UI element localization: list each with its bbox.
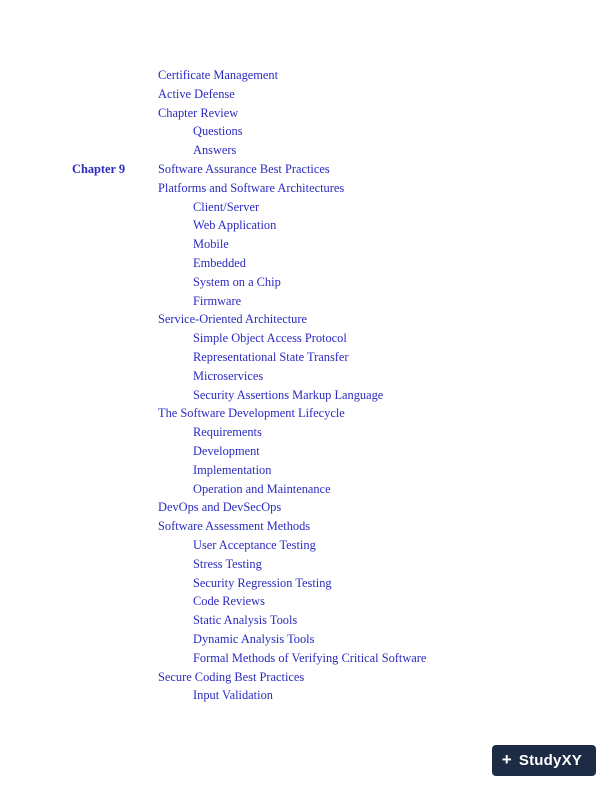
toc-entry-label[interactable]: Answers <box>193 143 237 158</box>
toc-entry-label[interactable]: Formal Methods of Verifying Critical Software <box>193 650 427 665</box>
toc-row[interactable] <box>0 423 612 442</box>
table-of-contents <box>0 66 612 705</box>
toc-entry-label[interactable]: Stress Testing <box>193 556 262 571</box>
toc-entry-label[interactable]: Dynamic Analysis Tools <box>193 631 315 646</box>
toc-entry-label[interactable]: Mobile <box>193 237 229 252</box>
toc-row[interactable] <box>0 630 612 649</box>
toc-entry-label[interactable]: Secure Coding Best Practices <box>158 669 305 684</box>
toc-chapter-label: Chapter 9 <box>72 161 126 176</box>
toc-row[interactable] <box>0 592 612 611</box>
toc-row[interactable] <box>0 480 612 499</box>
toc-row[interactable] <box>0 198 612 217</box>
toc-entry-label[interactable]: Microservices <box>193 368 264 383</box>
toc-row[interactable] <box>0 273 612 292</box>
plus-icon: + <box>501 750 512 769</box>
toc-entry-label[interactable]: Software Assessment Methods <box>158 519 311 534</box>
toc-row[interactable] <box>0 442 612 461</box>
toc-entry-label[interactable]: Implementation <box>193 462 272 477</box>
toc-row[interactable] <box>0 386 612 405</box>
watermark-brand <box>519 752 582 769</box>
toc-entry-label[interactable]: DevOps and DevSecOps <box>158 500 282 515</box>
toc-entry-label[interactable]: Embedded <box>193 255 246 270</box>
toc-entry-label[interactable]: Security Regression Testing <box>193 575 332 590</box>
toc-row[interactable] <box>0 235 612 254</box>
toc-row[interactable] <box>0 574 612 593</box>
toc-row[interactable] <box>0 611 612 630</box>
toc-entry-label[interactable]: Active Defense <box>158 86 235 101</box>
toc-entry-label[interactable]: Requirements <box>193 425 262 440</box>
toc-row[interactable] <box>0 141 612 160</box>
toc-row[interactable] <box>0 404 612 423</box>
toc-row[interactable] <box>0 179 612 198</box>
toc-row[interactable] <box>0 461 612 480</box>
toc-row[interactable] <box>0 329 612 348</box>
toc-row[interactable] <box>0 122 612 141</box>
toc-row[interactable] <box>0 668 612 687</box>
toc-entry-label[interactable]: The Software Development Lifecycle <box>158 406 345 421</box>
toc-entry-label[interactable]: Web Application <box>193 218 277 233</box>
toc-entry-label[interactable]: Static Analysis Tools <box>193 613 298 628</box>
watermark-brand-study: Study <box>518 752 562 769</box>
toc-row[interactable] <box>0 292 612 311</box>
toc-row[interactable] <box>0 367 612 386</box>
toc-entry-label[interactable]: Platforms and Software Architectures <box>158 180 345 195</box>
toc-entry-label[interactable]: Firmware <box>193 293 242 308</box>
toc-entry-label[interactable]: User Acceptance Testing <box>193 537 316 552</box>
toc-entry-label[interactable]: System on a Chip <box>193 274 281 289</box>
toc-row[interactable] <box>0 686 612 705</box>
toc-entry-label[interactable]: Chapter Review <box>158 105 239 120</box>
toc-entry-label[interactable]: Questions <box>193 124 243 139</box>
toc-entry-label[interactable]: Representational State Transfer <box>193 349 349 364</box>
toc-entry-label[interactable]: Certificate Management <box>158 68 279 82</box>
toc-row[interactable] <box>0 160 612 179</box>
toc-entry-label[interactable]: Security Assertions Markup Language <box>193 387 384 402</box>
toc-entry-label[interactable]: Service-Oriented Architecture <box>158 312 307 327</box>
toc-row[interactable] <box>0 517 612 536</box>
watermark-brand-xy: XY <box>561 752 582 769</box>
toc-row[interactable] <box>0 66 612 85</box>
toc-row[interactable] <box>0 85 612 104</box>
toc-entry-label[interactable]: Code Reviews <box>193 594 265 609</box>
toc-entry-label[interactable]: Development <box>193 443 260 458</box>
toc-row[interactable] <box>0 216 612 235</box>
toc-row[interactable] <box>0 104 612 123</box>
studyxy-watermark <box>492 745 596 776</box>
toc-row[interactable] <box>0 536 612 555</box>
toc-entry-label[interactable]: Client/Server <box>193 199 260 214</box>
toc-entry-label[interactable]: Simple Object Access Protocol <box>193 331 347 346</box>
toc-row[interactable] <box>0 555 612 574</box>
toc-entry-label[interactable]: Input Validation <box>193 688 273 703</box>
toc-row[interactable] <box>0 498 612 517</box>
toc-row[interactable] <box>0 649 612 668</box>
toc-entry-label[interactable]: Operation and Maintenance <box>193 481 331 496</box>
toc-row[interactable] <box>0 310 612 329</box>
toc-row[interactable] <box>0 348 612 367</box>
toc-row[interactable] <box>0 254 612 273</box>
toc-entry-label[interactable]: Software Assurance Best Practices <box>158 161 330 176</box>
